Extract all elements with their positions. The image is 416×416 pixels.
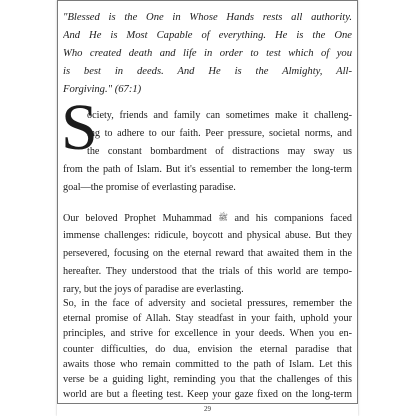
paragraph-line: rary, but the joys of paradise are everlasting. [63,284,244,295]
paragraph-line: persevered, focusing on the eternal reward that awaited them in the [63,248,352,259]
paragraph-line: principles, and strive for excellence in your deeds. When you en- [63,328,352,340]
paragraph-line: from the path of Islam. But it's essential to remember the long-term [63,164,352,175]
paragraph-line: hereafter. They understood that the trials of this world are tempo- [63,266,352,277]
book-page [57,0,358,416]
drop-cap: S [61,91,98,164]
paragraph-line: ing to adhere to our faith. Peer pressure, societal norms, and [87,128,352,139]
paragraph-text: Our beloved Prophet Muhammad [63,213,212,224]
quote-line: "Blessed is the One in Whose Hands rests all authority. [63,12,352,23]
paragraph-line: the constant bombardment of distractions may sway us [87,146,352,157]
paragraph-line [63,209,352,227]
page-border-left [57,0,58,404]
paragraph-line: ociety, friends and family can sometimes make it challeng- [87,110,352,121]
quote-line: is best in deeds. And He is the Almighty, All- [63,66,352,77]
quote-line: And He is Most Capable of everything. He is the One [63,30,352,41]
paragraph-text: and his companions faced [234,213,352,224]
paragraph-line: goal—the promise of everlasting paradise. [63,182,236,193]
paragraph-line: world are but a fleeting test. Keep your gaze fixed on the long-term [63,389,352,401]
paragraph-line: So, in the face of adversity and societal pressures, remember the [63,298,352,309]
quote-line: Who created death and life in order to test which of you [63,48,352,59]
page-border-top [57,0,358,1]
paragraph-line: awaits those who remain committed to the path of Islam. Let this [63,358,352,370]
paragraph-line: immense challenges: ridicule, boycott and physical abuse. But they [63,230,352,241]
page-number: 29 [204,405,211,413]
quote-line: Forgiving." (67:1) [63,84,142,95]
paragraph-line: verse be a guiding light, reminding you that the challenges of this [63,374,352,385]
paragraph-line: eternal promise of Allah. Stay steadfast in your faith, uphold your [63,313,352,325]
page-border-right [357,0,358,404]
paragraph-line: counter difficulties, do dua, envision the eternal paradise that [63,343,352,355]
salutation-glyph: ﷺ [218,213,228,222]
